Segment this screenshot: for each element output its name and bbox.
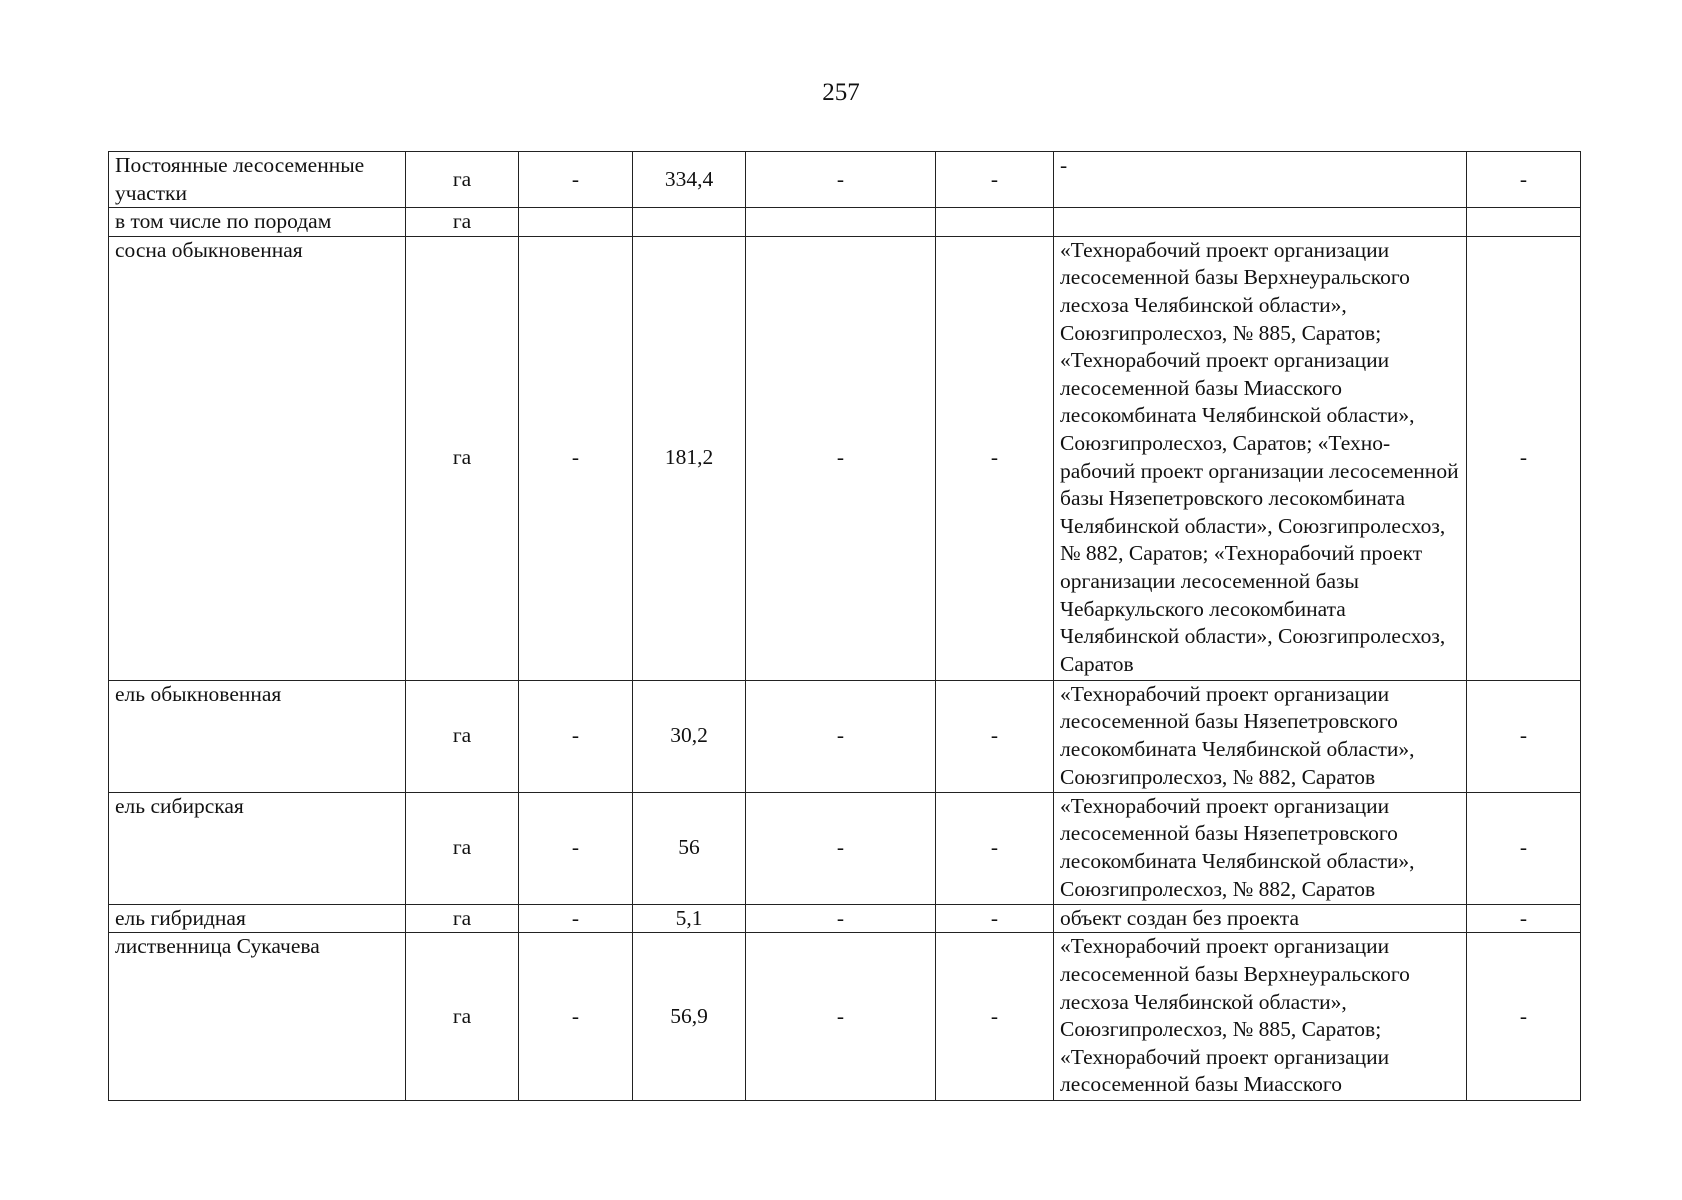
area-cell: 56 xyxy=(633,792,746,904)
row-name-cell: сосна обыкновенная xyxy=(109,236,406,680)
row-name-cell: лиственница Сукачева xyxy=(109,933,406,1101)
project-cell: «Технорабочий проект организации лесосеменной базы Верхнеуральского лесхоза Челябинской области», Союзгипролесхоз, № 885, Саратов; «Технорабочий проект организации лесосеменной базы Миасского лесокомбината Челябинской области», Союзгипролесхоз, Саратов; «Техно-рабочий проект организации лесосеменной базы Нязепетровского лесокомбината Челябинской области», Союзгипролесхоз, № 882, Саратов; «Технорабочий проект организации лесосеменной базы Чебаркульского лесокомбината Челябинской области», Союзгипролесхоз, Саратов xyxy=(1054,236,1467,680)
unit-cell: га xyxy=(406,208,519,237)
value-cell: - xyxy=(519,792,633,904)
project-cell: «Технорабочий проект организации лесосеменной базы Верхнеуральского лесхоза Челябинской области», Союзгипролесхоз, № 885, Саратов; «Технорабочий проект организации лесосеменной базы Миасского xyxy=(1054,933,1467,1101)
value-cell: - xyxy=(936,792,1054,904)
value-cell: - xyxy=(1467,152,1581,208)
value-cell: - xyxy=(746,152,936,208)
area-cell: 56,9 xyxy=(633,933,746,1101)
value-cell xyxy=(746,208,936,237)
unit-cell: га xyxy=(406,236,519,680)
value-cell xyxy=(936,208,1054,237)
project-cell: «Технорабочий проект организации лесосеменной базы Нязепетровского лесокомбината Челябинской области», Союзгипролесхоз, № 882, Саратов xyxy=(1054,680,1467,792)
value-cell: - xyxy=(519,236,633,680)
area-cell xyxy=(633,208,746,237)
value-cell: - xyxy=(1467,904,1581,933)
row-name-cell: ель гибридная xyxy=(109,904,406,933)
unit-cell: га xyxy=(406,933,519,1101)
value-cell: - xyxy=(746,680,936,792)
value-cell: - xyxy=(746,236,936,680)
row-name-cell: в том числе по породам xyxy=(109,208,406,237)
table-row xyxy=(109,792,1581,904)
unit-cell: га xyxy=(406,792,519,904)
value-cell: - xyxy=(936,152,1054,208)
project-cell: объект создан без проекта xyxy=(1054,904,1467,933)
row-name-cell: Постоянные лесосеменные участки xyxy=(109,152,406,208)
forest-seed-table xyxy=(108,151,1581,1101)
value-cell xyxy=(519,208,633,237)
area-cell: 181,2 xyxy=(633,236,746,680)
value-cell: - xyxy=(519,904,633,933)
table-row xyxy=(109,933,1581,1101)
value-cell: - xyxy=(1467,792,1581,904)
project-cell xyxy=(1054,208,1467,237)
row-name-cell: ель обыкновенная xyxy=(109,680,406,792)
value-cell: - xyxy=(1467,680,1581,792)
unit-cell: га xyxy=(406,680,519,792)
value-cell: - xyxy=(936,236,1054,680)
area-cell: 5,1 xyxy=(633,904,746,933)
value-cell: - xyxy=(746,933,936,1101)
area-cell: 30,2 xyxy=(633,680,746,792)
value-cell: - xyxy=(519,152,633,208)
project-cell: - xyxy=(1054,152,1467,208)
value-cell: - xyxy=(746,792,936,904)
value-cell: - xyxy=(519,680,633,792)
value-cell: - xyxy=(746,904,936,933)
value-cell: - xyxy=(519,933,633,1101)
value-cell: - xyxy=(936,933,1054,1101)
table-row xyxy=(109,152,1581,208)
table-row xyxy=(109,904,1581,933)
area-cell: 334,4 xyxy=(633,152,746,208)
table-row xyxy=(109,208,1581,237)
value-cell: - xyxy=(1467,236,1581,680)
page-number: 257 xyxy=(822,79,860,106)
unit-cell: га xyxy=(406,152,519,208)
table-row xyxy=(109,236,1581,680)
row-name-cell: ель сибирская xyxy=(109,792,406,904)
unit-cell: га xyxy=(406,904,519,933)
project-cell: «Технорабочий проект организации лесосеменной базы Нязепетровского лесокомбината Челябинской области», Союзгипролесхоз, № 882, Саратов xyxy=(1054,792,1467,904)
value-cell: - xyxy=(1467,933,1581,1101)
value-cell xyxy=(1467,208,1581,237)
value-cell: - xyxy=(936,904,1054,933)
value-cell: - xyxy=(936,680,1054,792)
table-row xyxy=(109,680,1581,792)
